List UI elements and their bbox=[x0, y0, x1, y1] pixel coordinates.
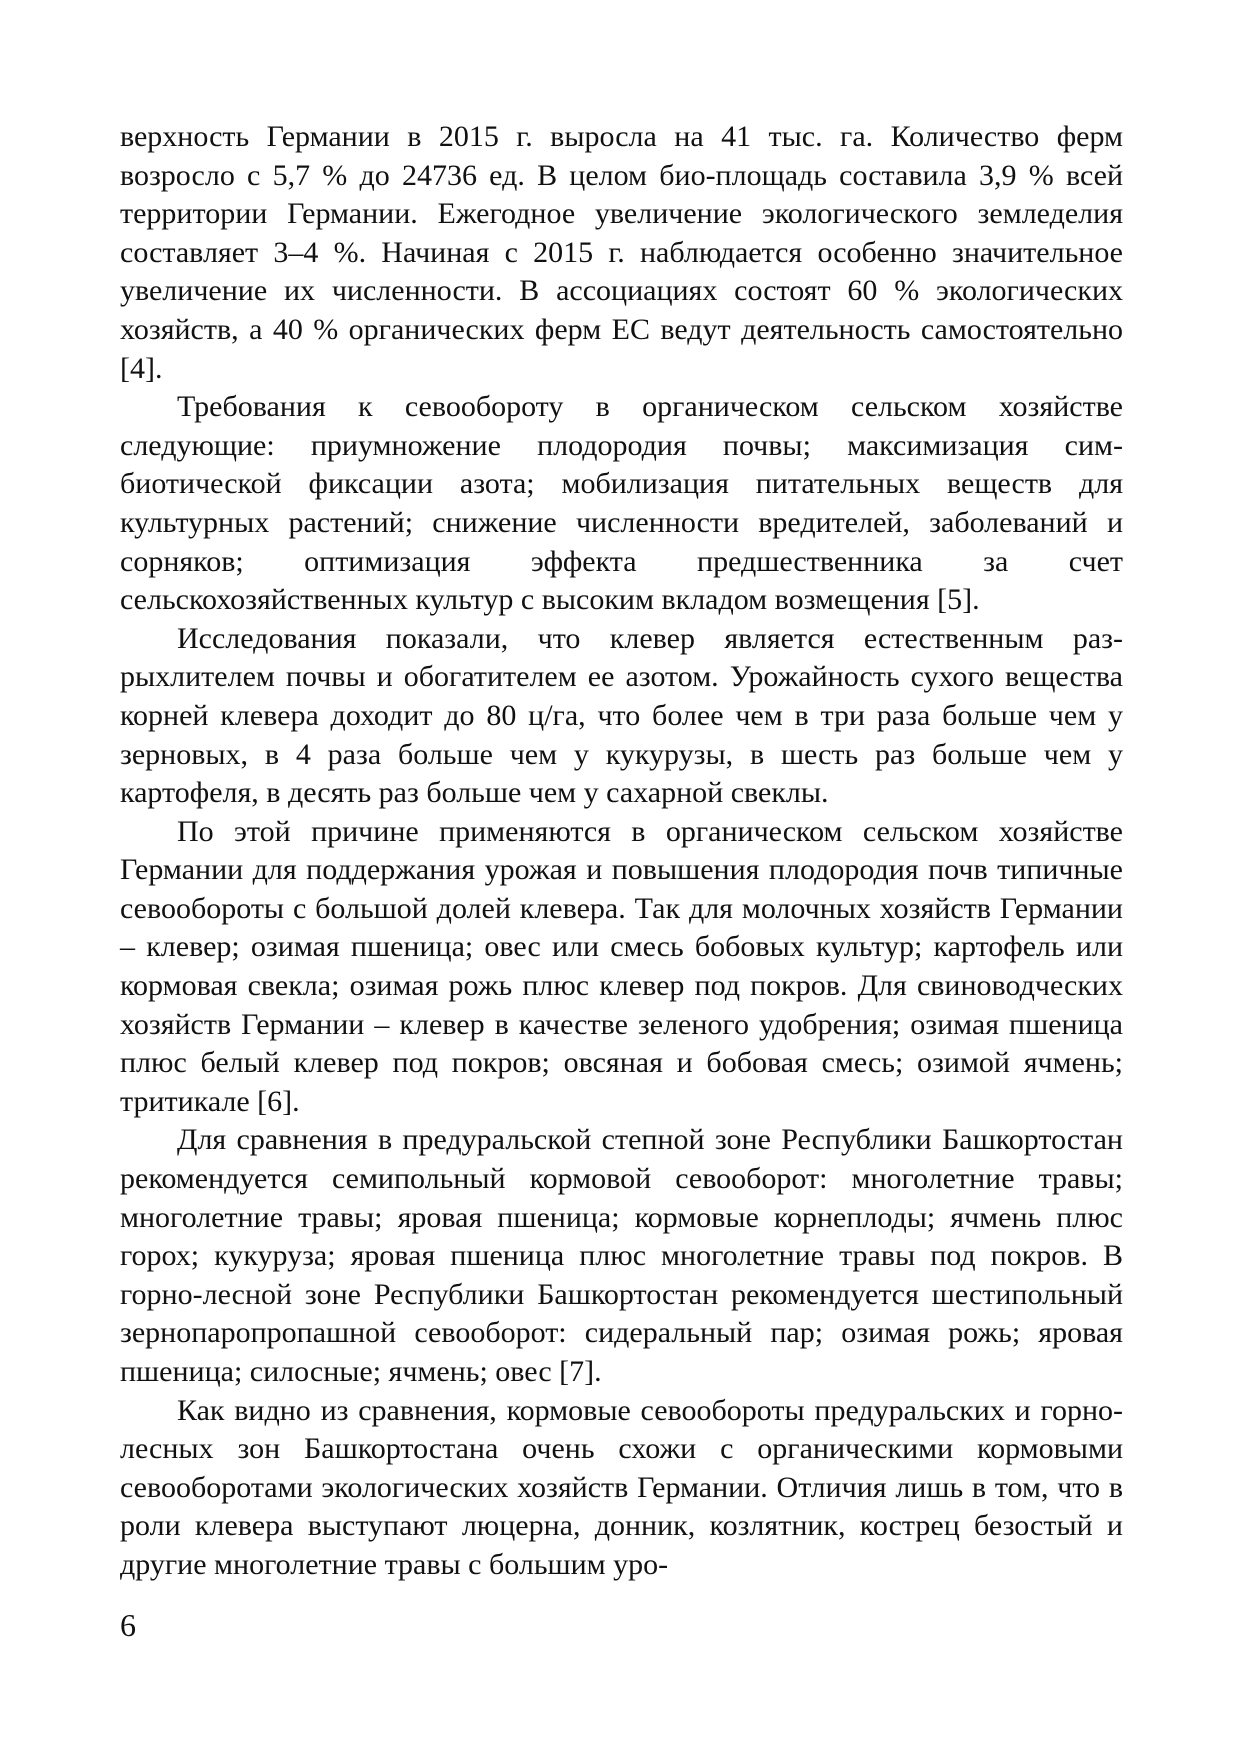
paragraph-germany-rotations: По этой причине применяются в органическом сельском хозяйстве Германии для поддержания урожая и повышения плодородия почв типичные севообороты с большой долей клевера. Так для молочных хозяйств Германии – клевер; озимая пшеница; овес или смесь бобовых культур; картофель или кормовая свекла; озимая рожь плюс клевер под покров. Для свиноводческих хозяйств Германии – клевер в качестве зеленого удобрения; озимая пшеница плюс белый клевер под покров; овсяная и бобовая смесь; озимой ячмень; тритикале [6]. bbox=[120, 814, 1123, 1118]
paragraph-continued: верхность Германии в 2015 г. выросла на 41 тыс. га. Количество ферм возросло с 5,7 % до 24736 ед. В целом био-площадь составила 3,9 % всей территории Германии. Ежегодное увеличение экологического земледелия составляет 3–4 %. Начиная с 2015 г. наблюдается особенно значительное увеличение их численности. В ассоциациях состоят 60 % экологических хозяйств, а 40 % органических ферм ЕС ведут деятельность самостоятельно [4]. bbox=[120, 120, 1123, 385]
paragraph-crop-rotation-requirements: Требования к севообороту в органическом сельском хозяйстве следующие: приумножение плодородия почвы; максимизация симбиотической фиксации азота; мобилизация питательных веществ для культурных растений; снижение численности вредителей, заболеваний и сорняков; оптимизация эффекта предшественника за счет сельскохозяйственных культур с высоким вкладом возмещения [5]. bbox=[120, 390, 1123, 617]
paragraph-comparison: Как видно из сравнения, кормовые севообороты предуральских и горно-лесных зон Башкортостана очень схожи с органическими кормовыми севооборотами экологических хозяйств Германии. Отличия лишь в том, что в роли клевера выступают люцерна, донник, козлятник, кострец безостый и другие многолетние травы с большим уро- bbox=[120, 1393, 1123, 1581]
paragraph-clover-research: Исследования показали, что клевер является естественным разрыхлителем почвы и обогатителем ее азотом. Урожайность сухого вещества корней клевера доходит до 80 ц/га, что более чем в три раза больше чем у зерновых, в 4 раза больше чем у кукурузы, в шесть раз больше чем у картофеля, в десять раз больше чем у сахарной свеклы. bbox=[120, 621, 1123, 810]
paragraph-bashkortostan-rotations: Для сравнения в предуральской степной зоне Республики Башкортостан рекомендуется семипольный кормовой севооборот: многолетние травы; многолетние травы; яровая пшеница; кормовые корнеплоды; ячмень плюс горох; кукуруза; яровая пшеница плюс многолетние травы под покров. В горно-лесной зоне Республики Башкортостан рекомендуется шестипольный зернопаропропашной севооборот: сидеральный пар; озимая рожь; яровая пшеница; силосные; ячмень; овес [7]. bbox=[120, 1123, 1123, 1388]
page-body bbox=[120, 118, 1123, 1585]
page-number: 6 bbox=[120, 1607, 136, 1643]
